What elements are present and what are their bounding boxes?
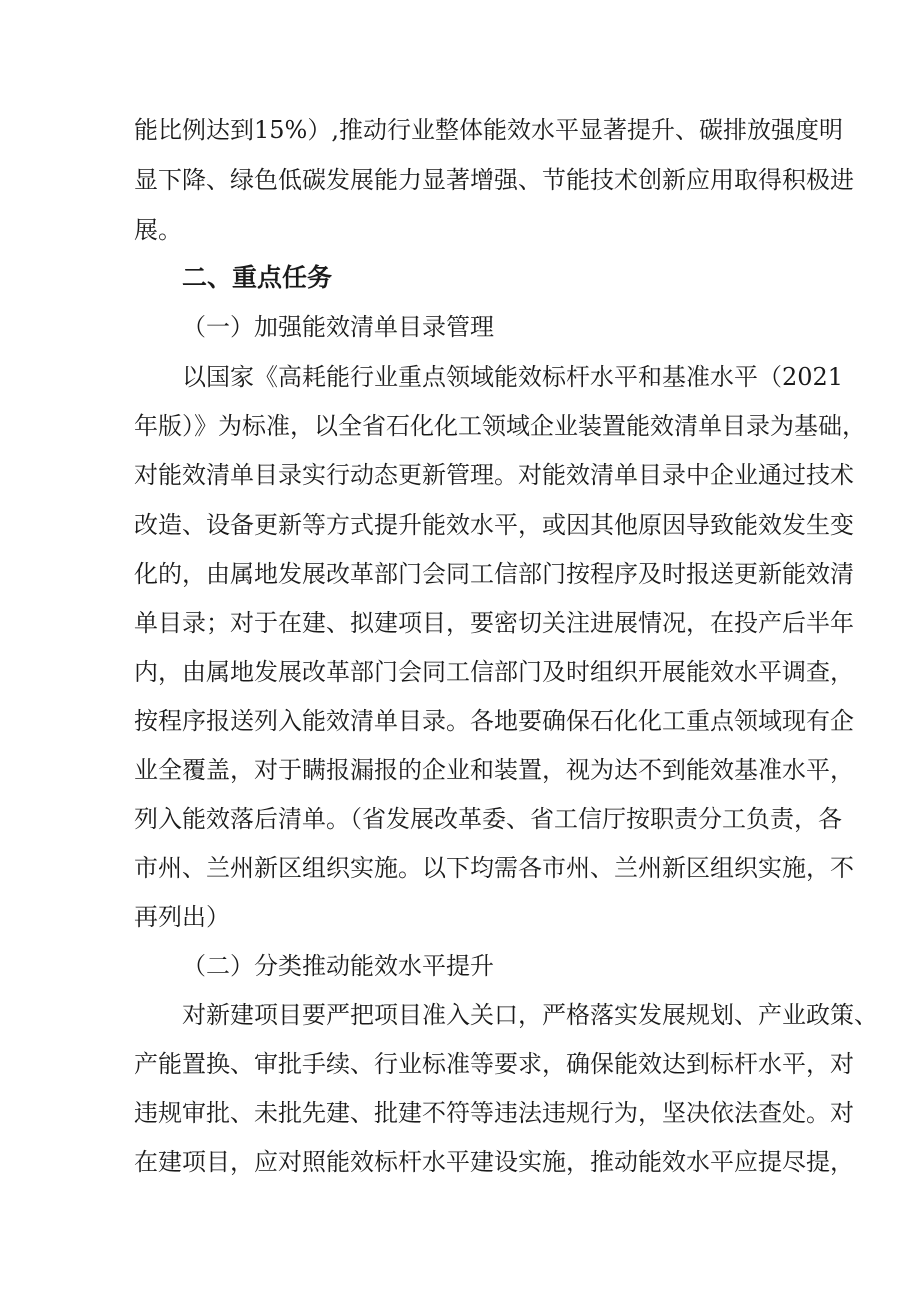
paragraph-line: 显下降、绿色低碳发展能力显著增强、节能技术创新应用取得积极进 — [134, 166, 854, 194]
paragraph-line: 化的，由属地发展改革部门会同工信部门按程序及时报送更新能效清 — [134, 560, 854, 588]
paragraph-line: 在建项目，应对照能效标杆水平建设实施，推动能效水平应提尽提， — [134, 1148, 854, 1176]
paragraph-line: 产能置换、审批手续、行业标准等要求，确保能效达到标杆水平，对 — [134, 1050, 854, 1078]
paragraph-line: 以国家《高耗能行业重点领域能效标杆水平和基准水平（2021 — [182, 363, 844, 391]
paragraph-line: 内，由属地发展改革部门会同工信部门及时组织开展能效水平调查， — [134, 658, 854, 686]
subsection-title: （一）加强能效清单目录管理 — [182, 313, 494, 341]
section-heading: 二、重点任务 — [182, 263, 333, 292]
paragraph-line: 列入能效落后清单。（省发展改革委、省工信厅按职责分工负责，各 — [134, 805, 842, 833]
paragraph-line: 单目录；对于在建、拟建项目，要密切关注进展情况，在投产后半年 — [134, 609, 854, 637]
paragraph-line: 年版）》为标准，以全省石化化工领域企业装置能效清单目录为基础， — [134, 412, 866, 440]
paragraph-line: 对新建项目要严把项目准入关口，严格落实发展规划、产业政策、 — [182, 1001, 878, 1029]
subsection-title: （二）分类推动能效水平提升 — [182, 952, 494, 980]
paragraph-line: 再列出） — [134, 903, 230, 931]
paragraph-line: 市州、兰州新区组织实施。以下均需各市州、兰州新区组织实施，不 — [134, 854, 854, 882]
paragraph-line: 能比例达到15%）,推动行业整体能效水平显著提升、碳排放强度明 — [134, 116, 843, 144]
paragraph-line: 违规审批、未批先建、批建不符等违法违规行为，坚决依法查处。对 — [134, 1099, 854, 1127]
paragraph-line: 改造、设备更新等方式提升能效水平，或因其他原因导致能效发生变 — [134, 511, 854, 539]
paragraph-line: 业全覆盖，对于瞒报漏报的企业和装置，视为达不到能效基准水平， — [134, 756, 854, 784]
paragraph-line: 按程序报送列入能效清单目录。各地要确保石化化工重点领域现有企 — [134, 707, 854, 735]
paragraph-line: 对能效清单目录实行动态更新管理。对能效清单目录中企业通过技术 — [134, 461, 854, 489]
paragraph-line: 展。 — [134, 216, 182, 244]
